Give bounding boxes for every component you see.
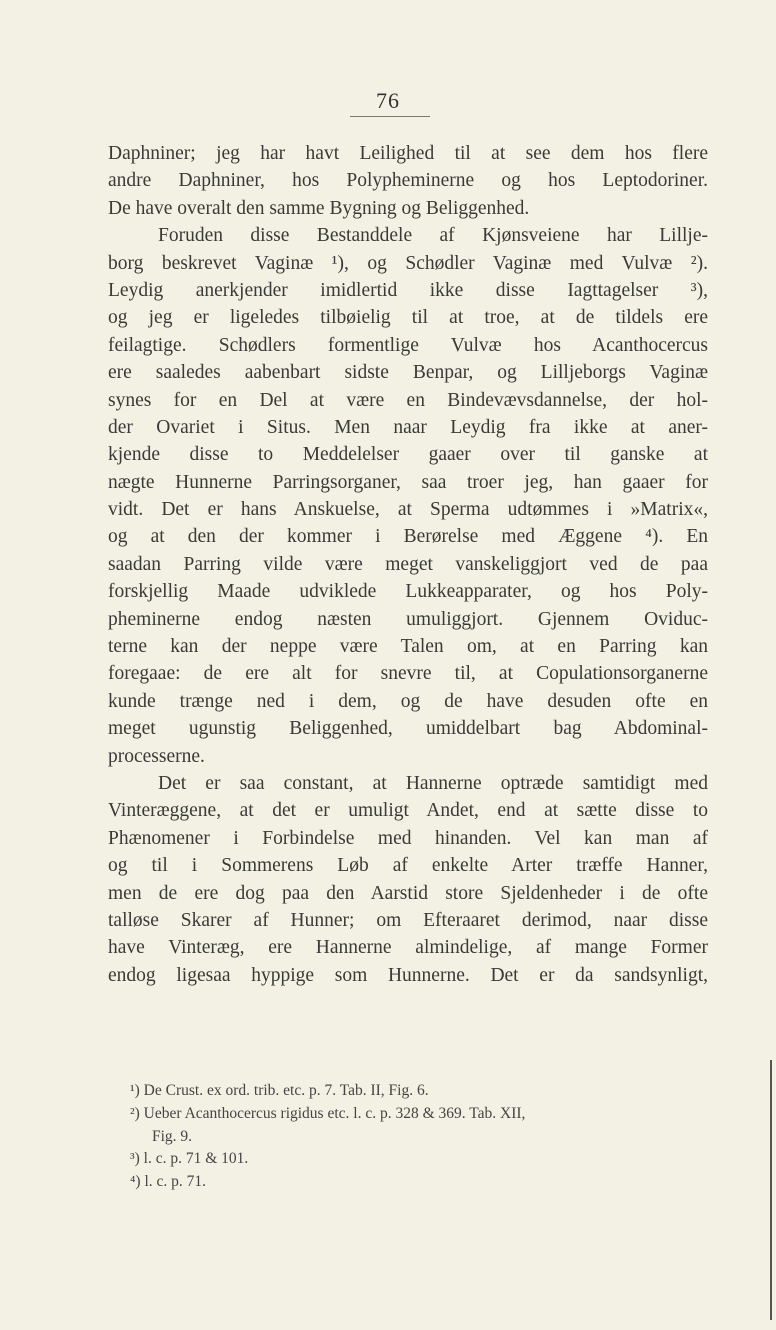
text-line: Leydig anerkjender imidlertid ikke disse Iagttagelser ³), (108, 279, 708, 301)
text-line: Phænomener i Forbindelse med hinanden. Vel kan man af (108, 827, 708, 849)
text-line: andre Daphniner, hos Polypheminerne og hos Leptodoriner. (108, 170, 708, 192)
text-line: vidt. Det er hans Anskuelse, at Sperma udtømmes i »Matrix«, (108, 499, 708, 521)
footnotes (130, 1080, 730, 1194)
text-line: kunde trænge ned i dem, og de have desuden ofte en (108, 690, 708, 712)
text-line: og at den der kommer i Berørelse med Æggene ⁴). En (108, 526, 708, 548)
text-line: nægte Hunnerne Parringsorganer, saa troer jeg, han gaaer for (108, 471, 708, 493)
text-line: borg beskrevet Vaginæ ¹), og Schødler Vaginæ med Vulvæ ²). (108, 252, 708, 274)
footnote: ¹) De Crust. ex ord. trib. etc. p. 7. Tab. II, Fig. 6. (130, 1082, 429, 1099)
text-line: terne kan der neppe være Talen om, at en Parring kan (108, 636, 708, 658)
text-line: forskjellig Maade udviklede Lukkeapparater, og hos Poly- (108, 581, 708, 603)
text-line: der Ovariet i Situs. Men naar Leydig fra ikke at aner- (108, 416, 708, 438)
footnote: ⁴) l. c. p. 71. (130, 1173, 207, 1191)
text-line: Foruden disse Bestanddele af Kjønsveiene har Lillje- (158, 225, 708, 247)
text-line: talløse Skarer af Hunner; om Efteraaret derimod, naar disse (108, 909, 708, 931)
text-line: men de ere dog paa den Aarstid store Sjeldenheder i de ofte (108, 882, 708, 904)
text-line: De have overalt den samme Bygning og Beliggenhed. (108, 197, 530, 219)
text-line: Vinteræggene, at det er umuligt Andet, end at sætte disse to (108, 800, 708, 822)
text-line: og jeg er ligeledes tilbøielig til at troe, at de tildels ere (108, 307, 708, 329)
text-line: og til i Sommerens Løb af enkelte Arter træffe Hanner, (108, 855, 708, 877)
text-line: pheminerne endog næsten umuliggjort. Gjennem Oviduc- (108, 608, 708, 630)
text-line: Det er saa constant, at Hannerne optræde samtidigt med (158, 772, 708, 794)
text-line: endog ligesaa hyppige som Hunnerne. Det er da sandsynligt, (108, 964, 708, 986)
text-line: synes for en Del at være en Bindevævsdannelse, der hol- (108, 389, 708, 411)
page-edge-mark (770, 1060, 772, 1320)
text-line: ere saaledes aabenbart sidste Benpar, og Lilljeborgs Vaginæ (108, 362, 708, 384)
text-line: saadan Parring vilde være meget vanskeliggjort ved de paa (108, 553, 708, 575)
footnote-continuation: Fig. 9. (152, 1127, 193, 1145)
text-line: have Vinteræg, ere Hannerne almindelige, af mange Former (108, 937, 708, 959)
page-number: 76 (376, 88, 400, 113)
text-line: Daphniner; jeg har havt Leilighed til at see dem hos flere (108, 143, 708, 164)
text-line: kjende disse to Meddelelser gaaer over til ganske at (108, 444, 708, 466)
header-rule (350, 116, 430, 117)
text-line: meget ugunstig Beliggenhed, umiddelbart bag Abdominal- (108, 718, 708, 740)
footnote: ²) Ueber Acanthocercus rigidus etc. l. c. p. 328 & 369. Tab. XII, (130, 1104, 526, 1122)
footnote: ³) l. c. p. 71 & 101. (130, 1150, 249, 1168)
body-text (108, 140, 708, 989)
text-line: feilagtige. Schødlers formentlige Vulvæ hos Acanthocercus (108, 334, 708, 356)
text-line: processerne. (108, 745, 205, 767)
text-line: foregaae: de ere alt for snevre til, at Copulationsorganerne (108, 663, 708, 685)
